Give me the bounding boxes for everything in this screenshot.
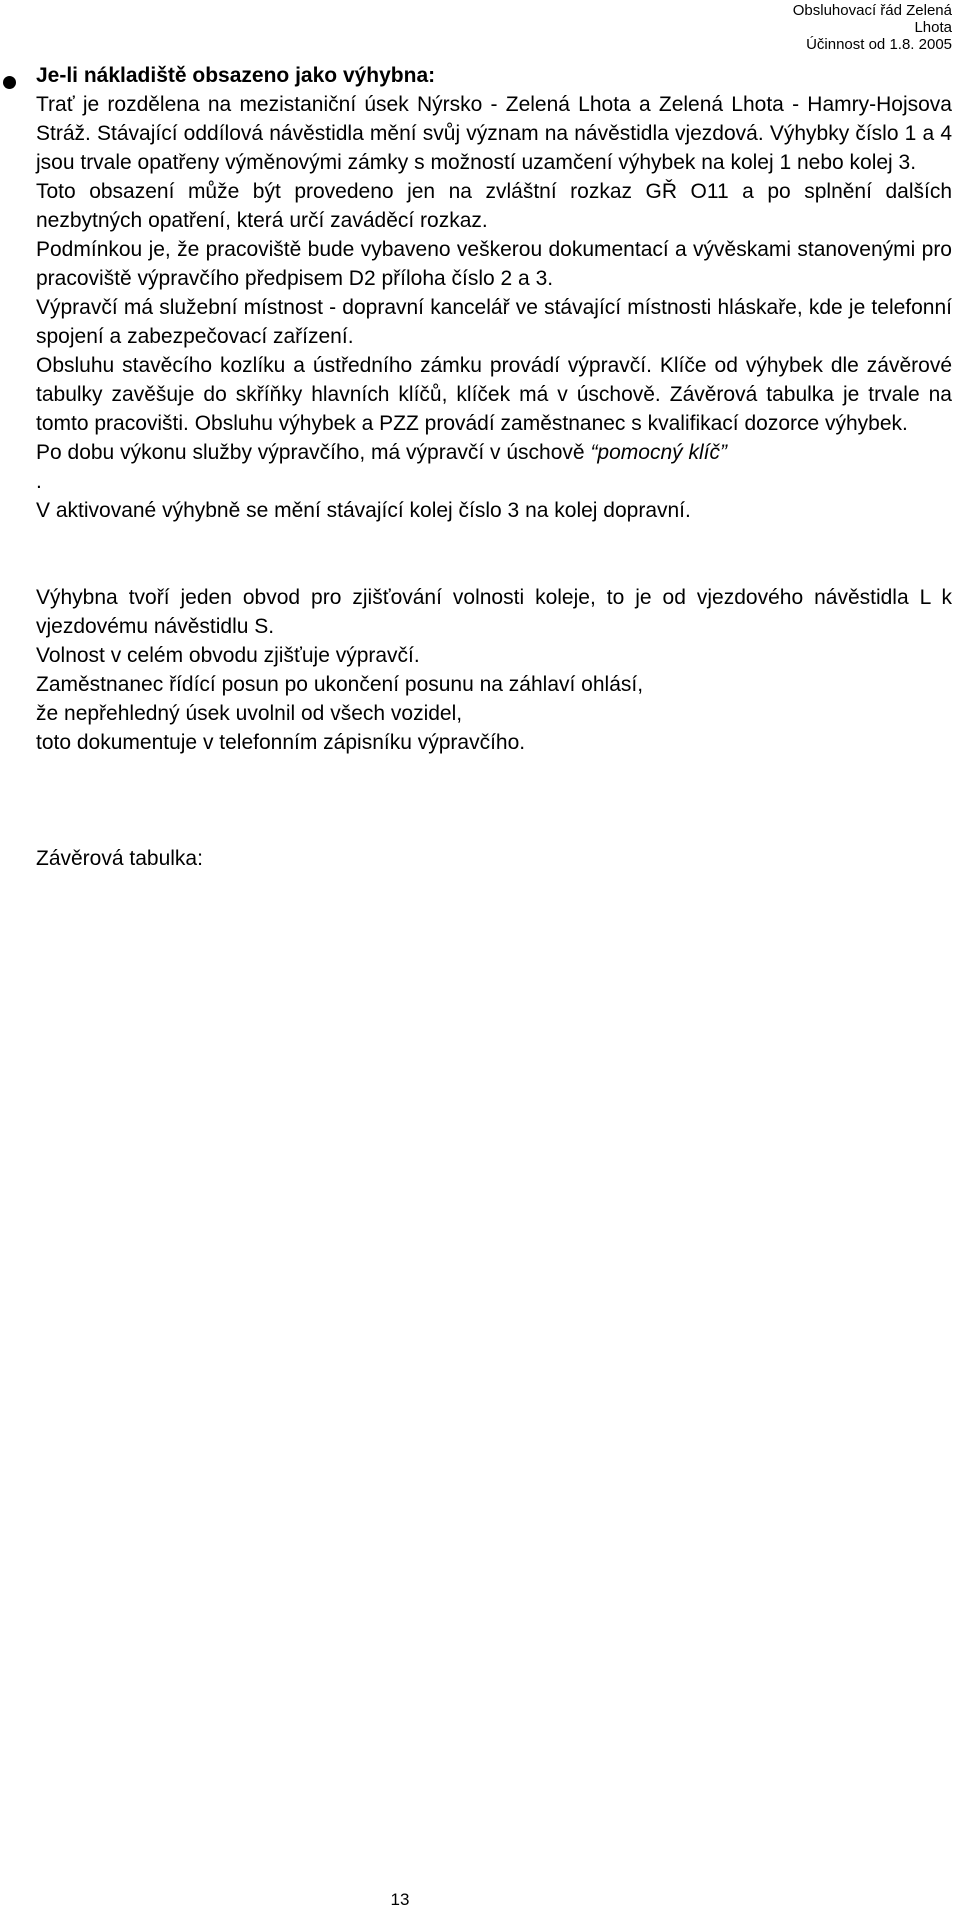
paragraph-track-change: V aktivované výhybně se mění stávající kolej číslo 3 na kolej dopravní. <box>36 499 691 522</box>
paragraph-special-order: Toto obsazení může být provedeno jen na zvláštní rozkaz GŘ O11 a po splnění dalších nezbytných opatření, která určí zaváděcí rozkaz. <box>36 180 952 232</box>
paragraph-key-operation: Obsluhu stavěcího kozlíku a ústředního zámku provádí výpravčí. Klíče od výhybek dle závěrové tabulky zavěšuje do skříňky hlavních klíčů, klíček má v úschově. Závěrová tabulka je trvale na tomto pracovišti. Obsluhu výhybek a PZZ provádí zaměstnanec s kvalifikací dozorce výhybek. <box>36 354 952 435</box>
page-header <box>782 2 952 53</box>
document-body <box>36 61 952 873</box>
paragraph-documentation: Podmínkou je, že pracoviště bude vybaveno veškerou dokumentací a vývěskami stanovenými pro pracoviště výpravčího předpisem D2 příloha číslo 2 a 3. <box>36 238 952 290</box>
spacer <box>36 815 952 844</box>
bullet-icon <box>3 76 16 89</box>
auxiliary-key-text: Po dobu výkonu služby výpravčího, má výpravčí v úschově <box>36 441 591 464</box>
paragraph-track-division: Trať je rozdělena na mezistaniční úsek Nýrsko - Zelená Lhota a Zelená Lhota - Hamry-Hojsova Stráž. Stávající oddílová návěstidla mění svůj význam na návěstidla vjezdová. Výhybky číslo 1 a 4 jsou trvale opatřeny výměnovými zámky s možností uzamčení výhybek na kolej 1 nebo kolej 3. <box>36 93 952 174</box>
page-number: 13 <box>390 1890 410 1909</box>
header-effective-date: Účinnost od 1.8. 2005 <box>806 36 952 53</box>
header-title-line1: Obsluhovací řád Zelená <box>792 2 952 19</box>
paragraph-dispatcher-office: Výpravčí má služební místnost - dopravní kancelář ve stávající místnosti hláskaře, kde je telefonní spojení a zabezpečovací zařízení. <box>36 296 952 348</box>
header-title-line2: Lhota <box>914 19 952 36</box>
spacer <box>36 757 952 815</box>
paragraph-vacancy-check: Volnost v celém obvodu zjišťuje výpravčí. <box>36 644 420 667</box>
section-heading: Je-li nákladiště obsazeno jako výhybna: <box>36 64 436 87</box>
auxiliary-key-term: “pomocný klíč” <box>590 441 727 464</box>
paragraph-circuit: Výhybna tvoří jeden obvod pro zjišťování volnosti koleje, to je od vjezdového návěstidla L k vjezdovému návěstidlu S. <box>36 586 952 638</box>
paragraph-section-cleared: že nepřehledný úsek uvolnil od všech vozidel, <box>36 702 463 725</box>
table-title: Závěrová tabulka: <box>36 847 203 870</box>
paragraph-documentation-log: toto dokumentuje v telefonním zápisníku výpravčího. <box>36 731 526 754</box>
paragraph-shunting-report: Zaměstnanec řídící posun po ukončení posunu na záhlaví ohlásí, <box>36 673 644 696</box>
auxiliary-key-period: . <box>36 470 42 493</box>
paragraph-auxiliary-key <box>36 438 952 496</box>
spacer <box>36 525 952 583</box>
